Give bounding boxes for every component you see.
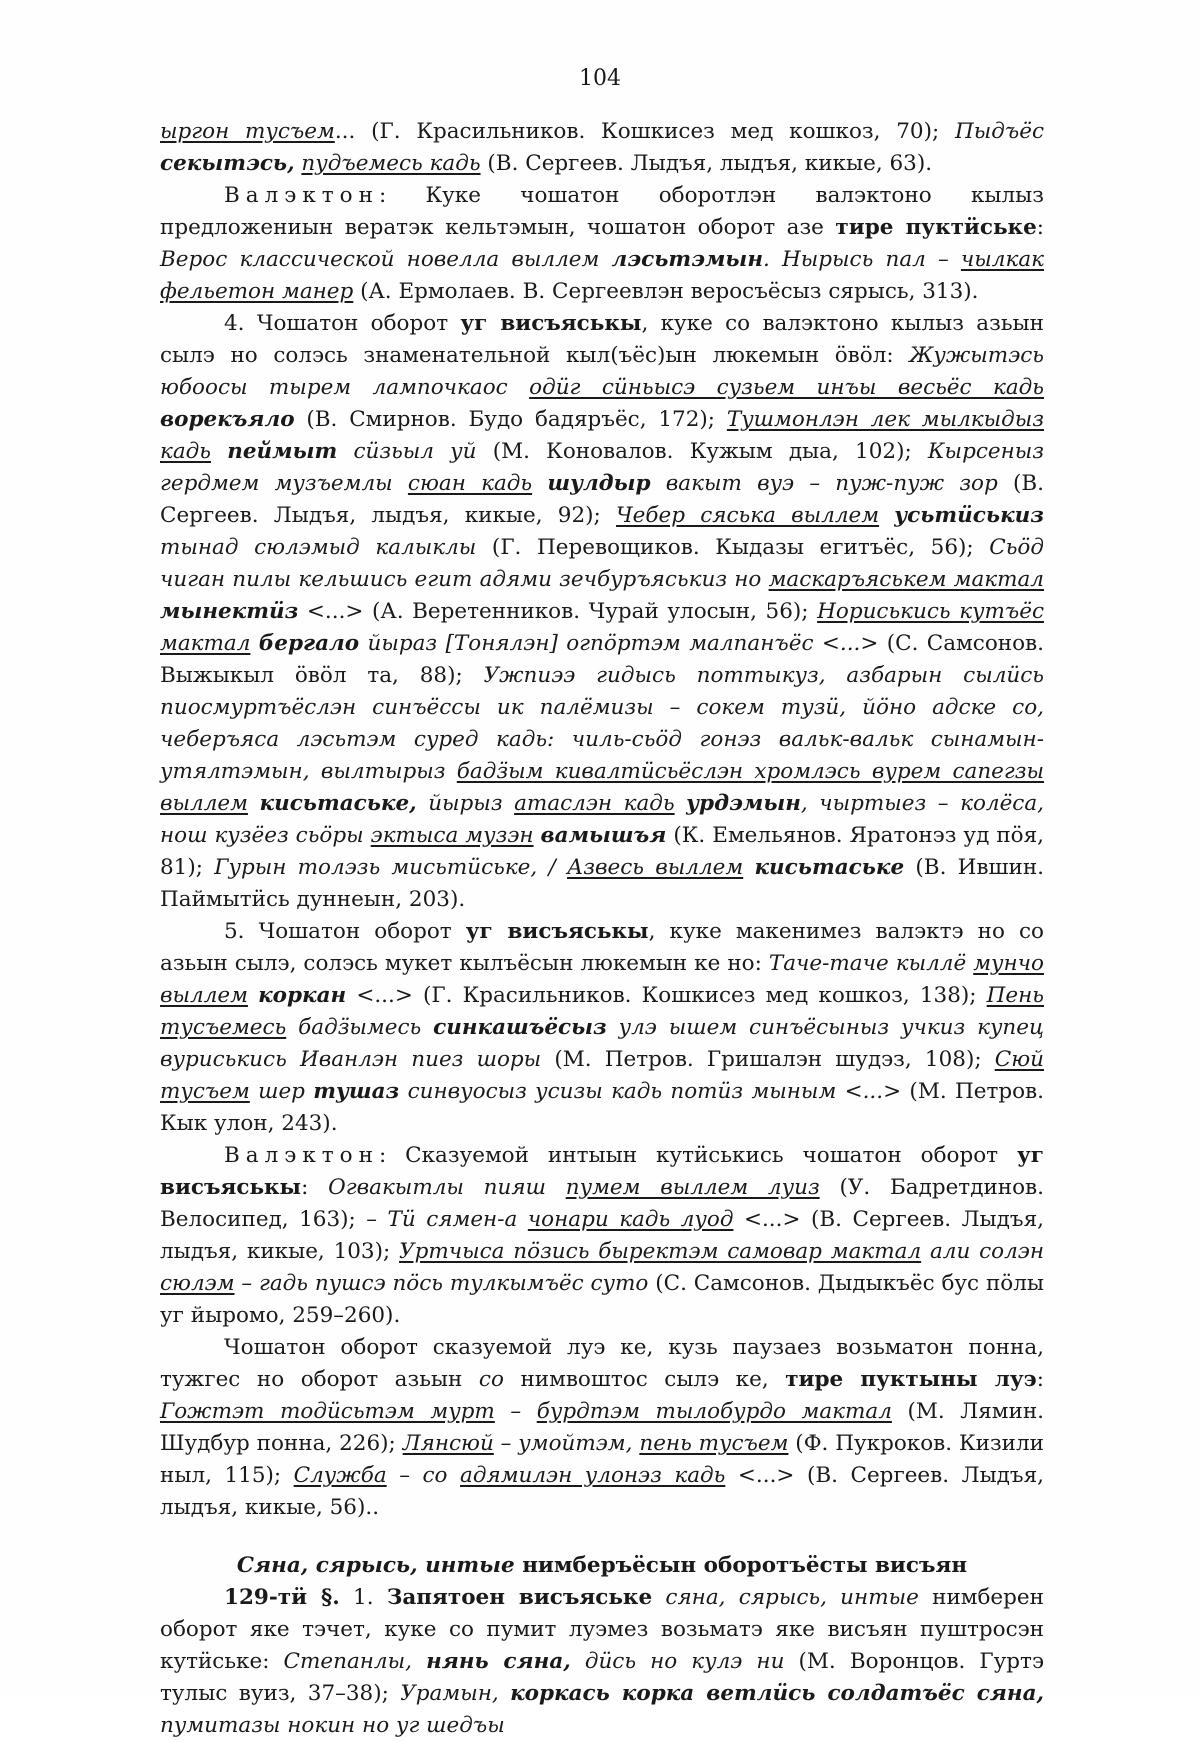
text-run (337, 439, 353, 464)
bold-phrase: пеймыт (227, 439, 338, 464)
bold-phrase: кисьтаське (754, 855, 905, 880)
text-run: со (478, 1367, 504, 1392)
paragraph (160, 1582, 1044, 1742)
bold-phrase: усьтӥськиз (894, 503, 1044, 528)
text-run: пумитазы нокин но уг шедъы (160, 1713, 505, 1738)
underlined-phrase: маскаръяськем мактал (768, 567, 1044, 592)
underlined-phrase: пумем выллем луиз (565, 1175, 820, 1200)
text-run: , куке макенимез валэктэ но со азьын сылэ, солэсь мукет кылъёсын люкемын ке но: (160, 919, 1044, 976)
page-number: 104 (579, 66, 621, 91)
bold-phrase: кисьтаське, (259, 791, 417, 816)
text-run: улэ ышем синъёсыныз учкиз купец вуриськись Иванлэн пиез шоры (160, 1015, 1044, 1072)
text-run: дӥсь но кулэ ни (570, 1649, 785, 1674)
bold-phrase: нимберъёсын оборотъёсты висъян (514, 1553, 968, 1578)
underlined-phrase: Уртчыса пӧзись быректэм самовар мактал (399, 1239, 922, 1264)
text-run: Ужпиээ гидысь поттыкуз, азбарын сылӥсь пиосмуртъёслэн синъёссы ик палёмизы – сокем тузӥ, йӧно адске со, чеберъяса лэсьтэм суред кадь: чиль-сьӧд гонэз вальк-вальк сынамын-утялтэмын, вылтырыз (160, 663, 1044, 784)
underlined-phrase: пень тусъем (639, 1431, 789, 1456)
section-heading (160, 1550, 1044, 1582)
text-run: Огвакытлы пияш (328, 1175, 566, 1200)
underlined-phrase: бурдтэм тылобурдо мактал (536, 1399, 892, 1424)
text-run: Пыдъёс (955, 119, 1044, 144)
text-run: . (763, 247, 783, 272)
text-run: (В. Сергеев. Лыдъя, лыдъя, кикые, 92); (160, 471, 1044, 528)
text-run: Нырысь пал – (782, 247, 961, 272)
text-run: вакыт вуэ – пуж-пуж зор (650, 471, 998, 496)
bold-phrase: тушаз (313, 1079, 400, 1104)
underlined-phrase: чонари кадь луод (527, 1207, 734, 1232)
bold-phrase: уг висъяськы (465, 919, 649, 944)
text-run: (В. Ившин. Паймытӥсь дуннеын, 203). (160, 855, 1045, 912)
text-run: – со (386, 1463, 461, 1488)
text-run: Тӥ сямен-а (387, 1207, 528, 1232)
underlined-phrase: ыргон тусъем (160, 119, 335, 144)
text-run: ... (Г. Красильников. Кошкисез мед кошкоз, 70); (334, 119, 956, 144)
bold-phrase: тире пуктӥське (835, 215, 1037, 240)
underlined-phrase: мунчо выллем (160, 951, 1044, 1008)
text-run: тынад сюлэмыд калыклы (160, 535, 477, 560)
text-run (248, 983, 258, 1008)
bold-phrase: вамышъя (540, 823, 667, 848)
bold-phrase: урдэмын (686, 791, 801, 816)
paragraph (160, 1332, 1044, 1524)
underlined-phrase: Чебер сяська выллем (616, 503, 880, 528)
underlined-phrase: Пень тусъемесь (160, 983, 1044, 1040)
bold-phrase: секытэсь, (160, 151, 295, 176)
text-run (532, 471, 547, 496)
text-run: : (1036, 1367, 1045, 1392)
text-run: (Ф. Пукроков. Кизили ныл, 115); (160, 1431, 1044, 1488)
text-run: (М. Коновалов. Кужым дыа, 102); (476, 439, 928, 464)
bold-phrase: уг висъяськы (460, 311, 642, 336)
text-run: (С. Самсонов. Дыдыкъёс бус пӧлы уг йыромо, 259–260). (160, 1271, 1044, 1328)
text-run: Чошатон оборот сказуемой луэ ке, кузь паузаез возьматон понна, тужгес но оборот азьын (160, 1335, 1044, 1392)
text-run: сӥзьыл уй (353, 439, 477, 464)
underlined-phrase: Нориськись кутъёс мактал (160, 599, 1044, 656)
text-run: Жужытэсь юбоосы тырем лампочкаос (160, 343, 1044, 400)
text-run: Степанлы, (283, 1649, 427, 1674)
underlined-phrase: пудъемесь кадь (301, 151, 481, 176)
underlined-phrase: сюлэм (160, 1271, 235, 1296)
bold-phrase: мынектӥз (160, 599, 299, 624)
text-run: (В. Сергеев. Лыдъя, лыдъя, кикые, 63). (480, 151, 933, 176)
underlined-phrase: бадӟым кивалтӥсьёслэн хромлэсь вурем сапегзы выллем (160, 759, 1045, 816)
text-run: <...> (Г. Красильников. Кошкисез мед кошкоз, 138); (346, 983, 987, 1008)
text-run (534, 823, 541, 848)
bold-phrase: коркан (258, 983, 347, 1008)
text-run: (М. Петров. Гришалэн шудэз, 108); (541, 1047, 995, 1072)
bold-phrase: 129-тӥ §. (224, 1585, 340, 1610)
text-run: (С. Самсонов. Выжыкыл ӧвӧл та, 88); (160, 631, 1044, 688)
text-run (250, 631, 258, 656)
text-run: Урамын, (400, 1681, 511, 1706)
text-run: (У. Бадретдинов. Велосипед, 163); – (160, 1175, 1044, 1232)
text-run: синвуосыз усизы кадь потӥз мыным <...> (399, 1079, 902, 1104)
bold-phrase: Сяна, сярысь, интые (236, 1553, 515, 1578)
paragraph (160, 1140, 1044, 1332)
underlined-phrase: Тушмонлэн лек мылкыдыз кадь (160, 407, 1044, 464)
text-run: (М. Лямин. Шудбур понна, 226); (160, 1399, 1045, 1456)
text-run: йыраз [Тонялэн] огпӧртэм малпанъёс <...> (359, 631, 879, 656)
text-run (879, 503, 894, 528)
text-run: Валэктон (224, 1143, 379, 1168)
bold-phrase: лэсьтэмын (611, 247, 763, 272)
underlined-phrase: сюан кадь (407, 471, 533, 496)
text-run: йырыз (416, 791, 515, 816)
bold-phrase: коркась корка ветлӥсь солдатъёс сяна, (510, 1681, 1044, 1706)
underlined-phrase: Служба (293, 1463, 387, 1488)
underlined-phrase: Лянсюй (402, 1431, 494, 1456)
text-run: (К. Емельянов. Яратонэз уд пӧя, 81); (160, 823, 1044, 880)
bold-phrase: уг висъяськы (160, 1143, 1044, 1200)
text-run: Кырсеныз гердмем музъемлы (160, 439, 1044, 496)
underlined-phrase: атаслэн кадь (514, 791, 675, 816)
text-run: Гурын толэзь мисьтӥське, / (214, 855, 567, 880)
text-run (211, 439, 227, 464)
text-run: : (1036, 215, 1044, 240)
bold-phrase: тире пуктыны луэ (785, 1367, 1037, 1392)
text-run: нимберен оборот яке тэчет, куке со пумит луэмез возьматэ яке висъян пуштросэн кутӥське: (160, 1585, 1044, 1674)
paragraph (160, 916, 1044, 1140)
text-run: (А. Ермолаев. В. Сергеевлэн веросъёсыз сярысь, 313). (353, 279, 979, 304)
text-run: (М. Петров. Кык улон, 243). (160, 1079, 1044, 1136)
bold-phrase: ворекъяло (160, 407, 295, 432)
text-run: – гадь пушсэ пӧсь тулкымъёс суто (234, 1271, 649, 1296)
text-run: сяна, сярысь, интые (665, 1585, 919, 1610)
underlined-phrase: адямилэн улонэз кадь (460, 1463, 726, 1488)
text-run: : Куке чошатон оборотлэн валэктоно кылыз предложениын вератэк кельтэмын, чошатон оборот азе (160, 183, 1044, 240)
text-run: (В. Смирнов. Будо бадяръёс, 172); (294, 407, 727, 432)
bold-phrase: синкашъёсыз (433, 1015, 607, 1040)
text-run: (М. Воронцов. Гуртэ тулыс вуиз, 37–38); (160, 1649, 1044, 1706)
bold-phrase: шулдыр (547, 471, 651, 496)
text-run: : Сказуемой интыын кутӥськись чошатон оборот (378, 1143, 1018, 1168)
document-body (160, 116, 1044, 1742)
text-run: : (301, 1175, 329, 1200)
underlined-phrase: эктыса музэн (370, 823, 534, 848)
bold-phrase: Запятоен висъяське (386, 1585, 653, 1610)
paragraph (160, 180, 1044, 308)
text-run: , чыртыез – колёса, нош кузёез сьӧры (160, 791, 1044, 848)
text-run: 5. Чошатон оборот (224, 919, 466, 944)
text-run: Валэктон (224, 183, 379, 208)
text-run: <...> (В. Сергеев. Лыдъя, лыдъя, кикые, 103); (160, 1207, 1044, 1264)
underlined-phrase: чылкак фельетон манер (160, 247, 1044, 304)
text-run (248, 791, 260, 816)
text-run: – умойтэм, (493, 1431, 640, 1456)
bold-phrase: нянь сяна, (426, 1649, 571, 1674)
text-run: бадӟымесь (286, 1015, 434, 1040)
text-run: (Г. Перевощиков. Кыдазы егитъёс, 56); (476, 535, 990, 560)
paragraph (160, 308, 1044, 916)
text-run: <...> (В. Сергеев. Лыдъя, лыдъя, кикые, 56).. (160, 1463, 1044, 1520)
text-run: , куке со валэктоно кылыз азьын сылэ но солэсь знаменательной кыл(ъёс)ын люкемын ӧвӧл: (160, 311, 1044, 368)
text-run: шер (249, 1079, 314, 1104)
text-run (652, 1585, 665, 1610)
underlined-phrase: Азвесь выллем (567, 855, 744, 880)
text-run: али солэн (921, 1239, 1044, 1264)
text-run: <...> (А. Веретенников. Чурай улосын, 56); (298, 599, 818, 624)
text-run: нимвоштос сылэ ке, (503, 1367, 786, 1392)
text-run (743, 855, 754, 880)
paragraph (160, 116, 1044, 180)
underlined-phrase: Гожтэт тодӥсьтэм мурт (160, 1399, 495, 1424)
text-run: Сьӧд чиган пилы кельшись егит адями зечбуръяськиз но (160, 535, 1045, 592)
text-run: Таче-таче кыллё (768, 951, 974, 976)
text-run: – (494, 1399, 537, 1424)
bold-phrase: бергало (258, 631, 360, 656)
underlined-phrase: Сюй тусъем (160, 1047, 1044, 1104)
text-run: 4. Чошатон оборот (224, 311, 461, 336)
text-run (675, 791, 687, 816)
text-run: Верос классической новелла выллем (160, 247, 612, 272)
underlined-phrase: одӥг сӥньысэ сузьем инъы весьёс кадь (529, 375, 1044, 400)
text-run: 1. (339, 1585, 387, 1610)
